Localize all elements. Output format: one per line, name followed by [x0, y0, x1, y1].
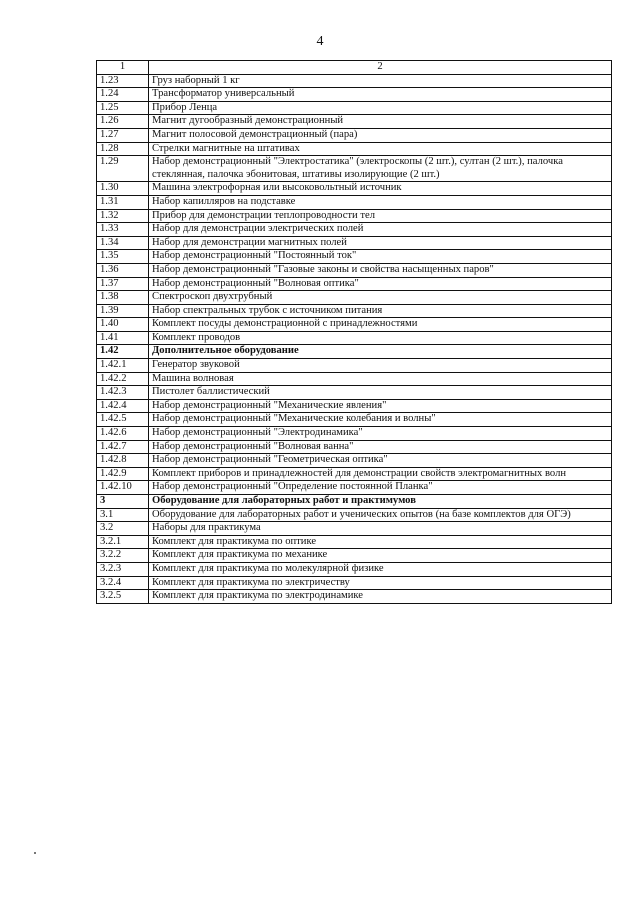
row-name-cell: Оборудование для лабораторных работ и практимумов [149, 495, 612, 509]
row-number-cell: 1.25 [97, 101, 149, 115]
table-row [97, 372, 612, 386]
row-name-cell: Спектроскоп двухтрубный [149, 291, 612, 305]
table-row [97, 331, 612, 345]
row-name-cell: Дополнительное оборудование [149, 345, 612, 359]
table-row [97, 467, 612, 481]
row-number-cell: 1.38 [97, 291, 149, 305]
row-name-cell: Набор капилляров на подставке [149, 195, 612, 209]
row-name-cell: Генератор звуковой [149, 359, 612, 373]
row-name-cell: Наборы для практикума [149, 522, 612, 536]
row-number-cell: 1.35 [97, 250, 149, 264]
table-row [97, 386, 612, 400]
row-name-cell: Магнит дугообразный демонстрационный [149, 115, 612, 129]
row-number-cell: 3.2.3 [97, 562, 149, 576]
row-number-cell: 1.34 [97, 236, 149, 250]
table-row [97, 182, 612, 196]
row-number-cell: 3.2.5 [97, 590, 149, 604]
table-row [97, 522, 612, 536]
table-row [97, 74, 612, 88]
equipment-table [96, 60, 612, 604]
row-name-cell: Прибор Ленца [149, 101, 612, 115]
row-number-cell: 1.42 [97, 345, 149, 359]
row-name-cell: Набор демонстрационный "Волновая ванна" [149, 440, 612, 454]
row-name-cell: Набор для демонстрации электрических полей [149, 223, 612, 237]
row-number-cell: 3.2.4 [97, 576, 149, 590]
row-name-cell: Набор спектральных трубок с источником питания [149, 304, 612, 318]
table-row [97, 304, 612, 318]
table-row [97, 562, 612, 576]
row-number-cell: 1.37 [97, 277, 149, 291]
table-row [97, 345, 612, 359]
row-name-cell: Прибор для демонстрации теплопроводности тел [149, 209, 612, 223]
row-name-cell: Комплект посуды демонстрационной с принадлежностями [149, 318, 612, 332]
table-row [97, 250, 612, 264]
row-number-cell: 1.33 [97, 223, 149, 237]
table-row [97, 359, 612, 373]
header-cell-name: 2 [149, 61, 612, 75]
table-row [97, 195, 612, 209]
row-number-cell: 1.24 [97, 88, 149, 102]
row-number-cell: 1.41 [97, 331, 149, 345]
row-name-cell: Комплект для практикума по оптике [149, 535, 612, 549]
row-number-cell: 3.2.2 [97, 549, 149, 563]
table-body [97, 74, 612, 603]
row-name-cell: Набор демонстрационный "Постоянный ток" [149, 250, 612, 264]
row-name-cell: Комплект проводов [149, 331, 612, 345]
row-number-cell: 1.26 [97, 115, 149, 129]
table-row [97, 576, 612, 590]
row-number-cell: 1.42.6 [97, 427, 149, 441]
row-number-cell: 1.39 [97, 304, 149, 318]
row-name-cell: Набор демонстрационный "Электростатика" (электроскопы (2 шт.), султан (2 шт.), палочка стеклянная, палочка эбонитовая, штативы изолирующие (2 шт.) [149, 156, 612, 182]
row-name-cell: Комплект для практикума по электричеству [149, 576, 612, 590]
row-name-cell: Набор демонстрационный "Электродинамика" [149, 427, 612, 441]
table-row [97, 535, 612, 549]
table-row [97, 115, 612, 129]
table-row [97, 413, 612, 427]
row-number-cell: 1.36 [97, 263, 149, 277]
row-name-cell: Трансформатор универсальный [149, 88, 612, 102]
row-number-cell: 1.42.5 [97, 413, 149, 427]
table-row [97, 142, 612, 156]
row-number-cell: 1.42.7 [97, 440, 149, 454]
table-row [97, 209, 612, 223]
header-cell-number: 1 [97, 61, 149, 75]
table-row [97, 156, 612, 182]
row-name-cell: Стрелки магнитные на штативах [149, 142, 612, 156]
row-name-cell: Набор демонстрационный "Волновая оптика" [149, 277, 612, 291]
row-number-cell: 1.31 [97, 195, 149, 209]
row-name-cell: Комплект приборов и принадлежностей для демонстрации свойств электромагнитных волн [149, 467, 612, 481]
table-row [97, 88, 612, 102]
table-row [97, 495, 612, 509]
table-row [97, 291, 612, 305]
row-name-cell: Набор демонстрационный "Геометрическая оптика" [149, 454, 612, 468]
table-row [97, 128, 612, 142]
row-name-cell: Набор демонстрационный "Газовые законы и свойства насыщенных паров" [149, 263, 612, 277]
row-number-cell: 1.42.2 [97, 372, 149, 386]
table-row [97, 440, 612, 454]
row-name-cell: Машина волновая [149, 372, 612, 386]
row-number-cell: 1.30 [97, 182, 149, 196]
table-row [97, 481, 612, 495]
row-number-cell: 1.42.9 [97, 467, 149, 481]
row-number-cell: 1.27 [97, 128, 149, 142]
table-row [97, 399, 612, 413]
row-number-cell: 3.1 [97, 508, 149, 522]
row-name-cell: Комплект для практикума по механике [149, 549, 612, 563]
row-number-cell: 1.42.8 [97, 454, 149, 468]
row-name-cell: Набор демонстрационный "Определение постоянной Планка" [149, 481, 612, 495]
table-header-row [97, 61, 612, 75]
row-name-cell: Груз наборный 1 кг [149, 74, 612, 88]
row-number-cell: 1.23 [97, 74, 149, 88]
table-row [97, 508, 612, 522]
row-number-cell: 1.32 [97, 209, 149, 223]
row-name-cell: Пистолет баллистический [149, 386, 612, 400]
row-number-cell: 3.2.1 [97, 535, 149, 549]
table-row [97, 263, 612, 277]
row-name-cell: Набор демонстрационный "Механические колебания и волны" [149, 413, 612, 427]
row-number-cell: 1.29 [97, 156, 149, 182]
table-row [97, 223, 612, 237]
row-number-cell: 3 [97, 495, 149, 509]
row-name-cell: Набор для демонстрации магнитных полей [149, 236, 612, 250]
table-row [97, 590, 612, 604]
table-row [97, 277, 612, 291]
row-number-cell: 1.42.3 [97, 386, 149, 400]
table-row [97, 427, 612, 441]
table-row [97, 236, 612, 250]
row-name-cell: Оборудование для лабораторных работ и ученических опытов (на базе комплектов для ОГЭ) [149, 508, 612, 522]
row-number-cell: 1.28 [97, 142, 149, 156]
row-name-cell: Машина электрофорная или высоковольтный источник [149, 182, 612, 196]
row-number-cell: 1.42.1 [97, 359, 149, 373]
table-row [97, 549, 612, 563]
table-row [97, 101, 612, 115]
row-number-cell: 1.42.4 [97, 399, 149, 413]
page-number: 4 [316, 34, 324, 49]
table-row [97, 454, 612, 468]
row-name-cell: Набор демонстрационный "Механические явления" [149, 399, 612, 413]
row-number-cell: 1.42.10 [97, 481, 149, 495]
scan-artifact [34, 852, 36, 854]
row-name-cell: Комплект для практикума по молекулярной физике [149, 562, 612, 576]
row-number-cell: 1.40 [97, 318, 149, 332]
row-name-cell: Комплект для практикума по электродинамике [149, 590, 612, 604]
row-name-cell: Магнит полосовой демонстрационный (пара) [149, 128, 612, 142]
table-row [97, 318, 612, 332]
row-number-cell: 3.2 [97, 522, 149, 536]
